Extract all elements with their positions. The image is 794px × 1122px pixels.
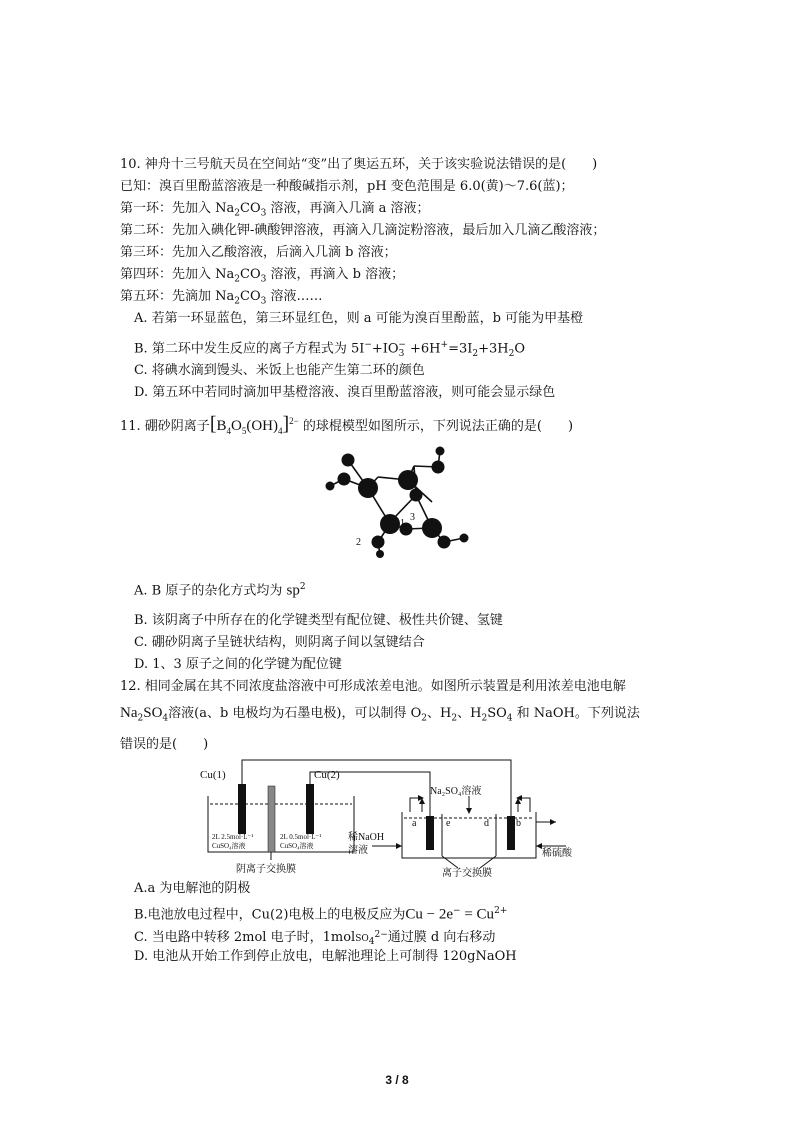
borate-ball-stick-model (318, 440, 478, 558)
q10-ring3: 第三环：先加入乙酸溶液，后滴入几滴 b 溶液； (120, 245, 397, 260)
cu1-label: Cu(1) (200, 769, 226, 781)
q12-option-a: A.a 为电解池的阴极 (134, 881, 251, 896)
dilute-naoh-label-2: 溶液 (348, 845, 368, 856)
q10-stem: 10. 神舟十三号航天员在空间站“变”出了奥运五环，关于该实验说法错误的是( ) (120, 157, 598, 172)
na2so4-feed-label: Na₂SO₄溶液 (430, 786, 482, 797)
dilute-naoh-label: 稀NaOH (348, 832, 385, 843)
atom-label-1: 1 (400, 518, 405, 529)
atom-label-3: 3 (410, 512, 415, 523)
q12-stem-line2: $Na_2SO_4$溶液(a、b 电极均为石墨电极)，可以制得 $O_2$、$H_2$、$H_2SO_4$ 和 NaOH。下列说法 (120, 705, 640, 724)
q12-option-b: B.电池放电过程中，Cu(2)电极上的电极反应为$Cu - 2e^- = Cu^{2+}$ (134, 906, 508, 923)
left-solution-conc: 2L 2.5mol·L⁻¹ (212, 833, 254, 841)
q11-stem: 11. 硼砂阴离子$[B_4O_5(OH)_4]^{2-}$ 的球棍模型如图所示，下列说法正确的是( ) (120, 413, 574, 436)
q12-option-d: D. 电池从开始工作到停止放电，电解池理论上可制得 120gNaOH (134, 949, 517, 964)
q10-option-d: D. 第五环中若同时滴加甲基橙溶液、溴百里酚蓝溶液，则可能会显示绿色 (134, 385, 556, 400)
q10-ring2: 第二环：先加入碘化钾-碘酸钾溶液，再滴入几滴淀粉溶液，最后加入几滴乙酸溶液； (120, 223, 606, 238)
ion-exchange-membrane-label: 离子交换膜 (442, 868, 492, 879)
q12-option-c: C. 当电路中转移 2mol 电子时，1molSO$_4^{2-}$通过膜 d 向右移动 (134, 930, 496, 947)
q10-option-c: C. 将碘水滴到馒头、米饭上也能产生第二环的颜色 (134, 363, 425, 378)
page-number: 3 / 8 (385, 1073, 409, 1087)
borate-formula: $[B_4O_5(OH)_4]^{2-}$ (209, 413, 299, 436)
cu2-label: Cu(2) (314, 769, 340, 781)
q11-option-d: D. 1、3 原子之间的化学键为配位键 (134, 657, 342, 672)
concentration-cell-electrolysis-diagram (196, 756, 572, 879)
q10-option-a: A. 若第一环显蓝色，第三环显红色，则 a 可能为溴百里酚蓝，b 可能为甲基橙 (134, 311, 584, 326)
q11-option-c: C. 硼砂阴离子呈链状结构，则阴离子间以氢键结合 (134, 635, 425, 650)
q10-ring1: 第一环：先加入 $Na_2CO_3$ 溶液，再滴入几滴 a 溶液； (120, 201, 430, 219)
q12-stem-line1: 12. 相同金属在其不同浓度盐溶液中可形成浓差电池。如图所示装置是利用浓差电池电解 (120, 679, 626, 694)
q11-option-a: A. B 原子的杂化方式均为 $sp^2$ (134, 582, 306, 599)
anion-exchange-membrane-label: 阴离子交换膜 (236, 864, 296, 875)
membrane-d-label: d (484, 818, 489, 829)
right-solution-name: CuSO₄溶液 (280, 842, 314, 850)
q10-option-b: B. 第二环中发生反应的离子方程式为 $5I^-+IO_3^- +6H^+=3I_2+3H_2O$ (134, 340, 526, 359)
electrode-a-label: a (412, 818, 417, 829)
atom-label-2: 2 (356, 537, 361, 548)
left-solution-name: CuSO₄溶液 (212, 842, 246, 850)
dilute-h2so4-label: 稀硫酸 (542, 848, 572, 859)
q11-option-b: B. 该阴离子中所存在的化学键类型有配位键、极性共价键、氢键 (134, 613, 503, 628)
q12-stem-line3: 错误的是( ) (120, 737, 209, 752)
right-solution-conc: 2L 0.5mol·L⁻¹ (280, 833, 322, 841)
electrode-b-label: b (516, 818, 521, 829)
q10-known: 已知：溴百里酚蓝溶液是一种酸碱指示剂，pH 变色范围是 6.0(黄)～7.6(蓝)； (120, 179, 574, 194)
q10-ring5: 第五环：先滴加 $Na_2CO_3$ 溶液…… (120, 289, 323, 307)
q10-ring4: 第四环：先加入 $Na_2CO_3$ 溶液，再滴入 b 溶液； (120, 267, 405, 285)
membrane-e-label: e (446, 818, 451, 829)
